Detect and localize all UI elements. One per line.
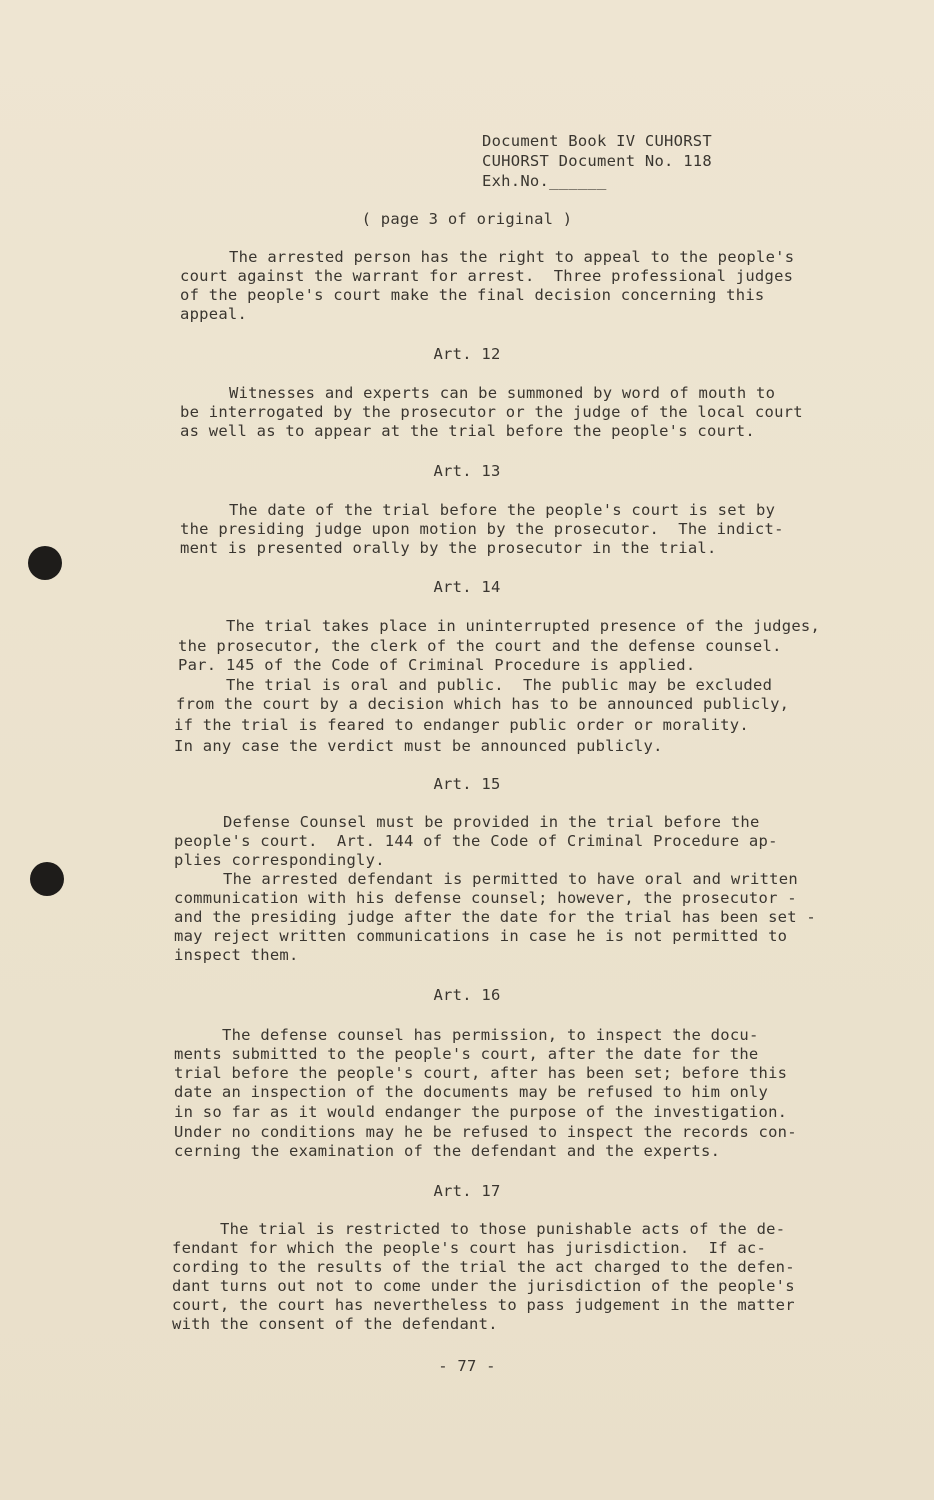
exhibit-number: Exh.No.______ bbox=[482, 172, 607, 190]
text-line: people's court. Art. 144 of the Code of Criminal Procedure ap- bbox=[174, 832, 778, 850]
text-line: appeal. bbox=[180, 305, 248, 323]
text-line: Under no conditions may he be refused to inspect the records con- bbox=[174, 1123, 797, 1141]
article-heading: Art. 17 bbox=[433, 1182, 501, 1200]
text-line: as well as to appear at the trial before the people's court. bbox=[180, 422, 755, 440]
article-heading: Art. 14 bbox=[433, 578, 501, 596]
text-line: in so far as it would endanger the purpose of the investigation. bbox=[174, 1103, 788, 1121]
text-line: cerning the examination of the defendant and the experts. bbox=[174, 1142, 721, 1160]
text-line: the presiding judge upon motion by the prosecutor. The indict- bbox=[180, 520, 784, 538]
text-line: trial before the people's court, after has been set; before this bbox=[174, 1064, 788, 1082]
text-line: court, the court has nevertheless to pass judgement in the matter bbox=[172, 1296, 795, 1314]
text-line: Witnesses and experts can be summoned by word of mouth to bbox=[229, 384, 776, 402]
text-line: The arrested person has the right to appeal to the people's bbox=[229, 248, 795, 266]
text-line: The defense counsel has permission, to inspect the docu- bbox=[222, 1026, 759, 1044]
text-line: cording to the results of the trial the act charged to the defen- bbox=[172, 1258, 795, 1276]
page-of-original: ( page 3 of original ) bbox=[361, 210, 573, 228]
text-line: date an inspection of the documents may be refused to him only bbox=[174, 1083, 769, 1101]
text-line: Par. 145 of the Code of Criminal Procedure is applied. bbox=[178, 656, 696, 674]
page-number: - 77 - bbox=[438, 1357, 496, 1375]
text-line: be interrogated by the prosecutor or the judge of the local court bbox=[180, 403, 803, 421]
text-line: The trial is oral and public. The public may be excluded bbox=[226, 676, 773, 694]
text-line: The trial takes place in uninterrupted presence of the judges, bbox=[226, 617, 821, 635]
text-line: The arrested defendant is permitted to have oral and written bbox=[223, 870, 798, 888]
punch-hole bbox=[28, 546, 62, 580]
text-line: In any case the verdict must be announced publicly. bbox=[174, 737, 663, 755]
text-line: court against the warrant for arrest. Three professional judges bbox=[180, 267, 794, 285]
text-line: Defense Counsel must be provided in the trial before the bbox=[223, 813, 760, 831]
header-line: CUHORST Document No. 118 bbox=[482, 152, 712, 170]
text-line: and the presiding judge after the date for the trial has been set - bbox=[174, 908, 816, 926]
header-line: Document Book IV CUHORST bbox=[482, 132, 712, 150]
text-line: if the trial is feared to endanger public order or morality. bbox=[174, 716, 749, 734]
article-heading: Art. 15 bbox=[433, 775, 501, 793]
article-heading: Art. 12 bbox=[433, 345, 501, 363]
article-heading: Art. 16 bbox=[433, 986, 501, 1004]
text-line: communication with his defense counsel; however, the prosecutor - bbox=[174, 889, 797, 907]
text-line: ment is presented orally by the prosecutor in the trial. bbox=[180, 539, 717, 557]
text-line: fendant for which the people's court has jurisdiction. If ac- bbox=[172, 1239, 767, 1257]
article-heading: Art. 13 bbox=[433, 462, 501, 480]
punch-hole bbox=[30, 862, 64, 896]
text-line: The date of the trial before the people's court is set by bbox=[229, 501, 776, 519]
text-line: The trial is restricted to those punishable acts of the de- bbox=[220, 1220, 786, 1238]
text-line: ments submitted to the people's court, after the date for the bbox=[174, 1045, 759, 1063]
text-line: with the consent of the defendant. bbox=[172, 1315, 498, 1333]
text-line: from the court by a decision which has to be announced publicly, bbox=[176, 695, 790, 713]
text-line: the prosecutor, the clerk of the court and the defense counsel. bbox=[178, 637, 782, 655]
text-line: inspect them. bbox=[174, 946, 299, 964]
text-line: may reject written communications in case he is not permitted to bbox=[174, 927, 788, 945]
text-line: plies correspondingly. bbox=[174, 851, 385, 869]
text-line: dant turns out not to come under the jurisdiction of the people's bbox=[172, 1277, 795, 1295]
text-line: of the people's court make the final decision concerning this bbox=[180, 286, 765, 304]
